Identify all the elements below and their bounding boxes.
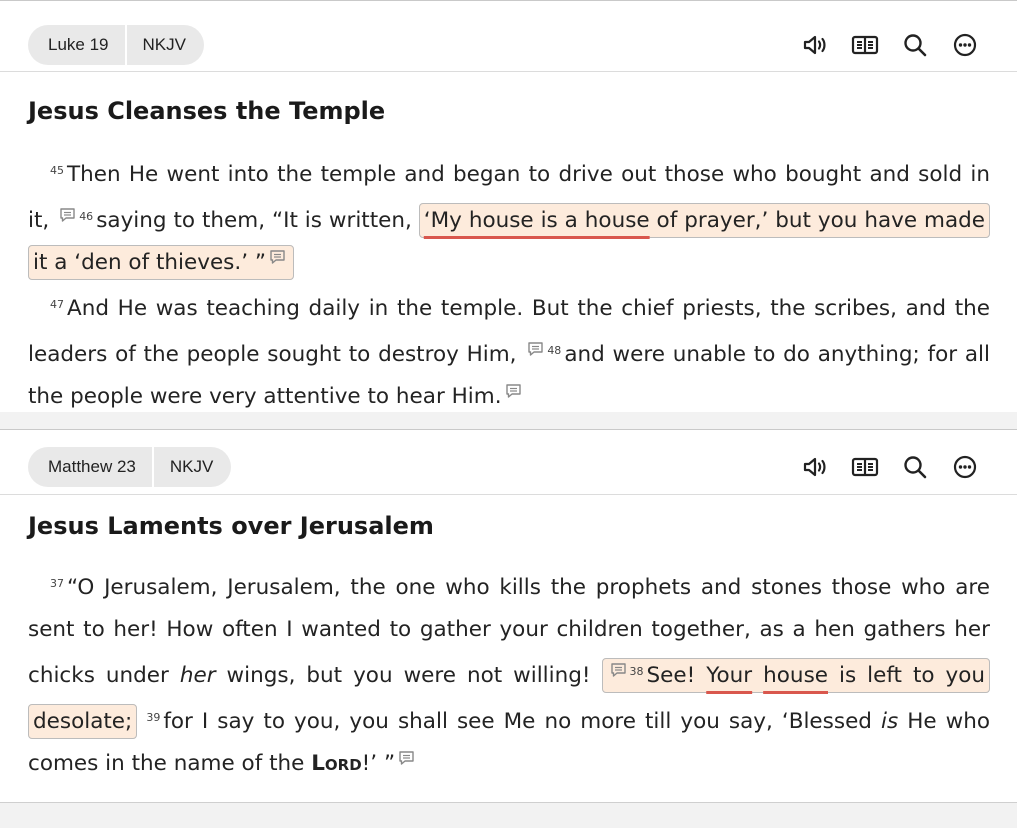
verse-text[interactable]: “O Jerusalem, Jerusalem, the one who kills the prophets and stones those who are sent to her! How often I wanted to gather your children together, as a hen gathers her chicks under: [28, 575, 990, 688]
chapter-text: [28, 563, 990, 785]
search-icon[interactable]: [901, 453, 929, 481]
verse-text[interactable]: Then He went into the temple and began to drive out those who bought and sold in it,: [28, 162, 990, 233]
highlighted-text: See!: [646, 663, 707, 688]
reader-panel-luke: [0, 0, 1017, 412]
more-icon[interactable]: [951, 31, 979, 59]
parallel-book-icon[interactable]: [851, 31, 879, 59]
verse-number: 47: [50, 298, 64, 311]
verse-number: 46: [79, 210, 94, 223]
header-toolbar: [801, 31, 979, 59]
verse-text[interactable]: And He was teaching daily in the temple. But the chief priests, the scribes, and the leaders of the people sought to destroy Him,: [28, 296, 990, 367]
underlined-text: Your: [706, 663, 753, 688]
lord-small-caps: Lord: [311, 751, 362, 776]
note-icon[interactable]: [269, 249, 286, 265]
search-icon[interactable]: [901, 31, 929, 59]
verse-text[interactable]: He who comes in the name of the: [28, 709, 990, 776]
reference-pill: [28, 447, 231, 487]
speaker-icon[interactable]: [801, 31, 829, 59]
verse-number: 38: [629, 665, 644, 678]
verse-text[interactable]: for I say to you, you shall see Me no more till you say, ‘Blessed: [163, 709, 881, 734]
panel-header: [0, 430, 1017, 495]
book-chapter-button[interactable]: Matthew 23: [48, 457, 136, 476]
book-chapter-button[interactable]: Luke 19: [48, 35, 109, 54]
highlighted-text: [752, 663, 763, 688]
underlined-text: ‘My house is a house: [423, 208, 650, 233]
verse-number: 45: [50, 164, 64, 177]
note-icon[interactable]: [398, 750, 415, 766]
verse-number: 39: [146, 711, 161, 724]
chapter-text: [28, 150, 990, 418]
speaker-icon[interactable]: [801, 453, 829, 481]
version-button[interactable]: NKJV: [169, 457, 214, 476]
verse-text[interactable]: wings, but you were not willing!: [215, 663, 591, 688]
note-icon[interactable]: [527, 341, 544, 357]
verse-text[interactable]: !’ ”: [361, 751, 396, 776]
highlighted-text: is left to you desolate;: [33, 663, 986, 734]
more-icon[interactable]: [951, 453, 979, 481]
version-button[interactable]: NKJV: [142, 35, 186, 54]
section-heading: Jesus Laments over Jerusalem: [28, 512, 434, 540]
reference-pill: [28, 25, 204, 65]
underlined-text: house: [763, 663, 828, 688]
section-heading: Jesus Cleanses the Temple: [28, 97, 386, 125]
italic-word: is: [880, 709, 899, 734]
reader-panel-matthew: [0, 429, 1017, 803]
note-icon[interactable]: [610, 662, 627, 678]
note-icon[interactable]: [59, 207, 76, 223]
verse-number: 48: [547, 344, 562, 357]
verse-number: 37: [50, 577, 64, 590]
verse-text[interactable]: and were unable to do anything; for all the people were very attentive to hear Him.: [28, 342, 990, 409]
parallel-book-icon[interactable]: [851, 453, 879, 481]
note-icon[interactable]: [505, 383, 522, 399]
highlighted-text: of prayer,’ but you have made it a ‘den of thieves.’ ”: [33, 208, 985, 275]
italic-word: her: [179, 663, 216, 688]
panel-header: [0, 1, 1017, 72]
header-toolbar: [801, 453, 979, 481]
verse-text[interactable]: saying to them, “It is written,: [96, 208, 419, 233]
